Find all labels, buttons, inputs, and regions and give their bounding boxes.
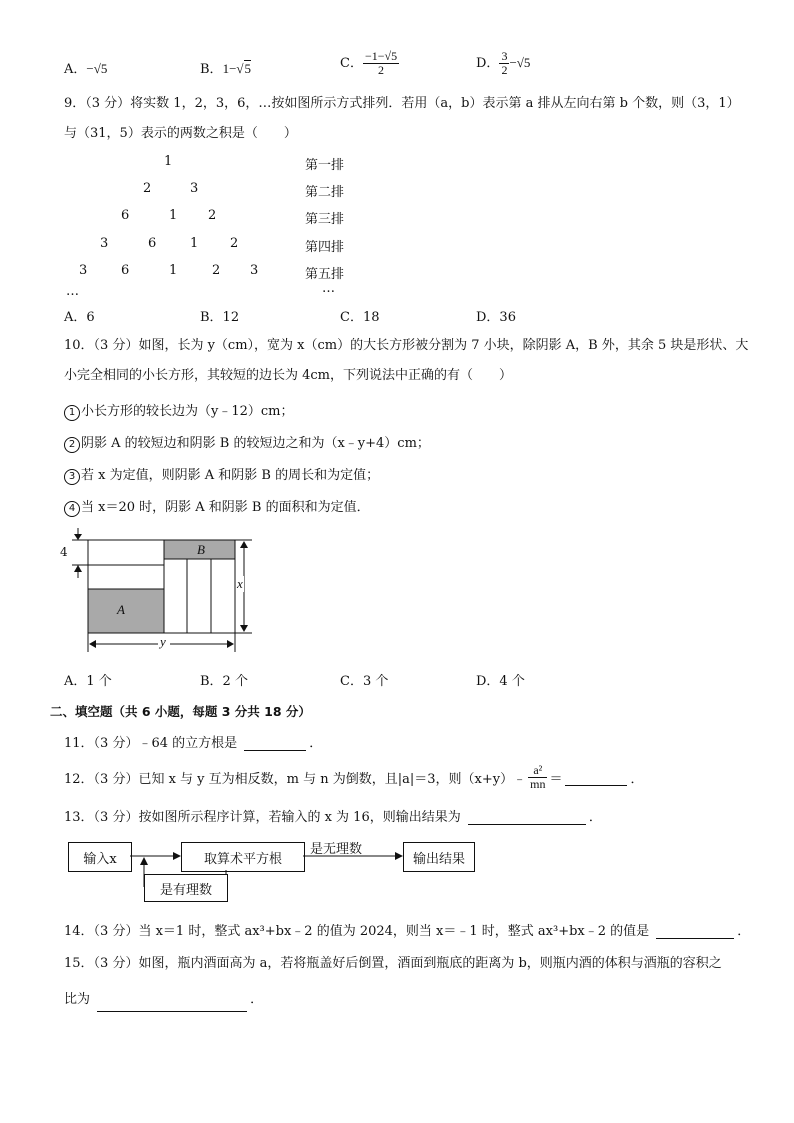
q14 xyxy=(64,920,750,939)
q15-answer-blank[interactable] xyxy=(97,995,247,1012)
statement-3-text: 若 x 为定值，则阴影 A 和阴影 B 的周长和为定值； xyxy=(81,468,380,483)
tri-r5-n1: 3 xyxy=(79,263,88,278)
section-heading-fill-in: 二、填空题（共 6 小题，每题 3 分共 18 分） xyxy=(50,704,311,719)
loop-arrowhead xyxy=(140,857,148,865)
q9-option-b: B．12 xyxy=(200,310,240,325)
q9-line-1: 9．（3 分）将实数 1，2，3，6，…按如图所示方式排列．若用（a，b）表示第 a 排从左向右第 b 个数，则（3，1） xyxy=(64,96,740,111)
q8-option-c-numerator: −1−√5 xyxy=(364,49,398,63)
arrowhead-input-to-process xyxy=(173,852,181,860)
tri-r5-n3: 1 xyxy=(169,263,178,278)
q15-line-2-wrap xyxy=(64,988,754,1012)
tri-r2-label: 第二排 xyxy=(305,185,345,200)
fig-label-a: A xyxy=(117,602,125,617)
q8-option-b-pre: 1− xyxy=(222,61,237,76)
statement-1-text: 小长方形的较长边为（y﹣12）cm； xyxy=(81,404,294,419)
q10-line-1: 10．（3 分）如图，长为 y（cm），宽为 x（cm）的大长方形被分割为 7 小块，除阴影 A，B 外，其余 5 块是形状、大 xyxy=(64,338,749,353)
q8-option-d-label: D． xyxy=(476,56,500,71)
q12-text: 12．（3 分）已知 x 与 y 互为相反数，m 与 n 为倒数，且|a|＝3，则（x+y）﹣ xyxy=(64,772,527,787)
fig-label-y: y xyxy=(160,634,166,649)
q10-option-a: A．1 个 xyxy=(64,674,112,689)
q11-text: 11．（3 分）﹣64 的立方根是 xyxy=(64,736,238,751)
statement-1-marker: 1 xyxy=(64,405,80,421)
tri-r4-n3: 1 xyxy=(190,236,199,251)
q14-end: ． xyxy=(737,924,751,939)
q9-line-2: 与（31，5）表示的两数之积是（ ） xyxy=(64,126,297,141)
tri-r3-n1: 6 xyxy=(121,208,130,223)
q13-text: 13．（3 分）按如图所示程序计算，若输入的 x 为 16，则输出结果为 xyxy=(64,810,461,825)
tri-r3-n3: 2 xyxy=(208,208,217,223)
fig-label-b: B xyxy=(197,542,205,557)
tri-r4-n4: 2 xyxy=(230,236,239,251)
q14-text: 14．（3 分）当 x＝1 时，整式 ax³+bx﹣2 的值为 2024，则当 x＝﹣1 时，整式 ax³+bx﹣2 的值是 xyxy=(64,924,650,939)
q8-option-b: B．1−√5 xyxy=(200,61,252,77)
tri-r5-n2: 6 xyxy=(121,263,130,278)
q12-end: ． xyxy=(630,772,644,787)
q8-option-a-value: −√5 xyxy=(86,61,108,76)
q10-option-b: B．2 个 xyxy=(200,674,248,689)
statement-3-marker: 3 xyxy=(64,469,80,485)
tri-ellipsis-left: … xyxy=(66,284,79,299)
tri-r2-n2: 3 xyxy=(190,181,199,196)
flow-output-label: 输出结果 xyxy=(412,851,465,867)
q12-equals: ＝ xyxy=(549,772,563,787)
q14-answer-blank[interactable] xyxy=(656,938,734,939)
q8-option-d-post: −√5 xyxy=(509,55,531,70)
q8-option-d-denominator: 2 xyxy=(501,63,508,77)
q9-option-a: A．6 xyxy=(64,310,95,325)
tri-r3-label: 第三排 xyxy=(305,212,345,227)
q12-fraction-denominator: mn xyxy=(530,777,546,791)
tri-r4-label: 第四排 xyxy=(305,240,345,255)
tri-r1-label: 第一排 xyxy=(305,158,345,173)
flow-input-label: 输入x xyxy=(83,851,117,867)
q15-line-2: 比为 xyxy=(64,992,91,1007)
statement-4-marker: 4 xyxy=(64,501,80,517)
statement-2-text: 阴影 A 的较短边和阴影 B 的较短边之和为（x﹣y+4）cm； xyxy=(81,436,430,451)
arrowhead-process-to-output xyxy=(395,852,403,860)
flow-process-label: 取算术平方根 xyxy=(203,851,282,867)
flow-rational-label: 是有理数 xyxy=(159,882,212,898)
tri-r5-label: 第五排 xyxy=(305,267,345,282)
fig-label-x: x xyxy=(237,576,243,591)
q9-option-c: C．18 xyxy=(340,310,380,325)
q8-option-b-label: B． xyxy=(200,62,223,77)
tri-r3-n2: 1 xyxy=(169,208,178,223)
fig-label-4: 4 xyxy=(60,545,68,559)
q8-option-a-label: A． xyxy=(64,62,87,77)
q13-end: ． xyxy=(588,810,602,825)
q8-option-b-radicand: 5 xyxy=(244,61,252,76)
tri-r5-n4: 2 xyxy=(212,263,221,278)
q10-line-2: 小完全相同的小长方形，其较短的边长为 4cm，下列说法中正确的有（ ） xyxy=(64,368,513,383)
q15 xyxy=(64,952,754,1012)
q10-option-d: D．4 个 xyxy=(476,674,525,689)
q12-fraction-numerator: a² xyxy=(528,764,547,778)
tri-r4-n1: 3 xyxy=(100,236,109,251)
q10-option-c: C．3 个 xyxy=(340,674,389,689)
statement-4-text: 当 x＝20 时，阴影 A 和阴影 B 的面积和为定值． xyxy=(81,500,370,515)
tri-r4-n2: 6 xyxy=(148,236,157,251)
q8-option-c-label: C． xyxy=(340,56,363,71)
q9-option-d: D．36 xyxy=(476,310,516,325)
q15-line-1: 15．（3 分）如图，瓶内酒面高为 a，若将瓶盖好后倒置，酒面到瓶底的距离为 b，则瓶内酒的体积与酒瓶的容积之 xyxy=(64,956,722,971)
tri-r5-n5: 3 xyxy=(250,263,259,278)
statement-2-marker: 2 xyxy=(64,437,80,453)
flow-irrational-label: 是无理数 xyxy=(310,842,363,857)
tri-r1-n1: 1 xyxy=(164,154,173,169)
q15-end: ． xyxy=(250,992,264,1007)
tri-r2-n1: 2 xyxy=(143,181,152,196)
tri-ellipsis-right: … xyxy=(322,281,335,296)
q8-option-d-numerator: 3 xyxy=(501,49,508,63)
q8-option-c-denominator: 2 xyxy=(378,63,385,77)
q11-end: ． xyxy=(309,736,323,751)
